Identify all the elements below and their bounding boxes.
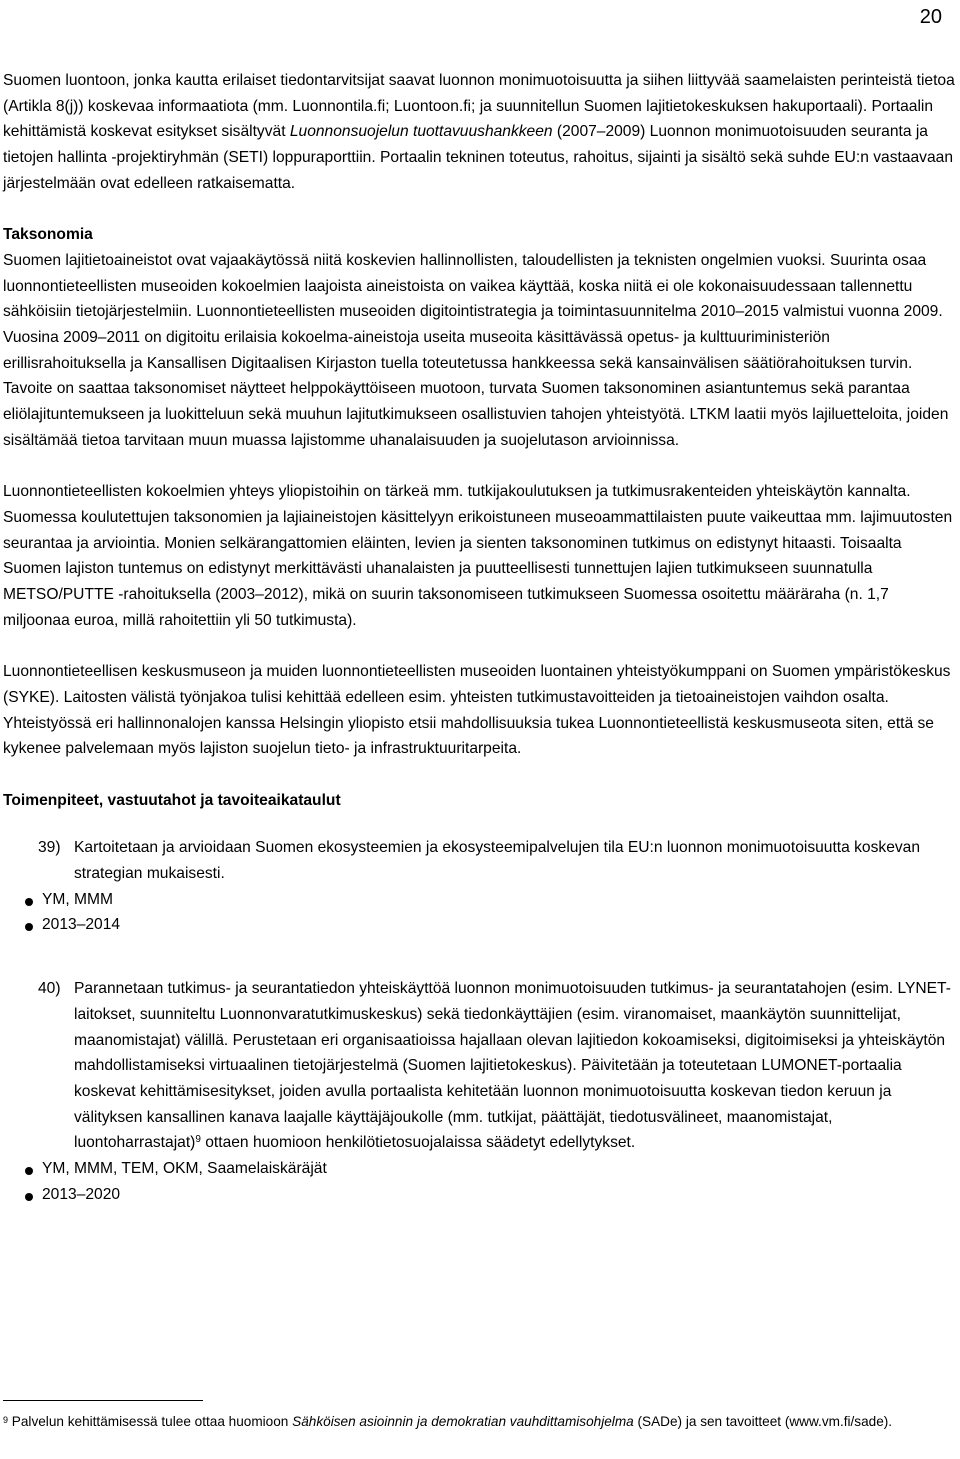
bullet-icon xyxy=(25,1167,33,1175)
footnote-text-2: (SADe) ja sen tavoitteet (www.vm.fi/sade). xyxy=(633,1414,893,1429)
footnote xyxy=(3,1412,953,1432)
action-item xyxy=(3,976,955,1207)
action-item-responsible xyxy=(3,1156,955,1182)
document-body xyxy=(3,68,955,1232)
footnote-divider xyxy=(3,1400,203,1401)
schedule-text: 2013–2020 xyxy=(42,1185,121,1203)
intro-italic-project: Luonnonsuojelun tuottavuushankkeen xyxy=(289,123,553,141)
footnote-mark: 9 xyxy=(3,1415,9,1425)
action-item-number: 39) xyxy=(38,839,61,857)
footnote-reference: 9 xyxy=(195,1134,201,1146)
action-item-number: 40) xyxy=(38,980,61,998)
taxonomy-paragraph-1: Suomen lajitietoaineistot ovat vajaakäytössä niitä koskevien hallinnollisten, taloudellisten ja teknisten ongelmien vuoksi. Suurinta osaa luonnontieteellisten museoiden kokoelmien laajoista aineistoista on vaikea käyttää, koska niitä ei ole kokonaisuudessaan tallennettu sähköisiin tietojärjestelmiin. Luonnontieteellisten museoiden digitointistrategia ja toimintasuunnitelma 2010–2015 valmistui vuonna 2009. Vuosina 2009–2011 on digitoitu erilaisia kokoelma-aineistoja useita museoita käsittävässä opetus- ja kulttuuriministeriön erillisrahoituksella ja Kansallisen Digitaalisen Kirjaston tuella toteutetussa hankkeessa sekä kansainvälisen säätiörahoituksen turvin. Tavoite on saattaa taksonomiset näytteet helppokäyttöiseen muotoon, turvata Suomen taksonominen asiantuntemus sekä parantaa eliölajituntemukseen ja luokitteluun sekä muuhun lajitutkimukseen osallistuvien tahojen yhteistyötä. LTKM laatii myös lajiluetteloita, joiden sisältämää tietoa tarvitaan muun muassa lajistomme uhanalaisuuden ja suojelutason arvioinnissa. xyxy=(3,251,949,449)
bullet-icon xyxy=(25,898,33,906)
action-item xyxy=(3,835,955,938)
intro-paragraph xyxy=(3,68,955,197)
responsible-text: YM, MMM, TEM, OKM, Saamelaiskäräjät xyxy=(42,1160,327,1178)
actions-heading: Toimenpiteet, vastuutahot ja tavoiteaikataulut xyxy=(3,791,341,809)
intro-text-1: Suomen luontoon, jonka kautta erilaiset tiedontarvitsijat saavat luonnon monimuotoisuutta ja siihen liittyvää saamelaisten perinteistä tietoa (Artikla 8(j)) koskevaa informaatiota (mm. Luonnontila.fi; Luontoon.fi; ja suunnitellun Suomen lajitietokeskuksen hakuportaali). Portaalin kehittämistä koskevat esitykset sisältyvät xyxy=(3,72,955,141)
footnote-italic-program: Sähköisen asioinnin ja demokratian vauhdittamisohjelma xyxy=(292,1414,634,1429)
taxonomy-paragraph-3: Luonnontieteellisen keskusmuseon ja muiden luonnontieteellisten museoiden luontainen yhteistyökumppani on Suomen ympäristökeskus (SYKE). Laitosten välistä työnjakoa tulisi kehittää edelleen esim. yhteisten tutkimustavoitteiden ja tietoaineistojen vaihdon osalta. Yhteistyössä eri hallinnonalojen kanssa Helsingin yliopisto etsii mahdollisuuksia tukea Luonnontieteellistä keskusmuseota siten, että se kykenee palvelemaan myös lajiston suojelun tieto- ja infrastruktuuritarpeita. xyxy=(3,663,951,758)
action-item-schedule xyxy=(3,912,955,938)
taxonomy-heading: Taksonomia xyxy=(3,226,93,244)
action-item-description: Kartoitetaan ja arvioidaan Suomen ekosysteemien ja ekosysteemipalvelujen tila EU:n luonnon monimuotoisuutta koskevan strategian mukaisesti. xyxy=(74,839,921,883)
taxonomy-paragraph-2: Luonnontieteellisten kokoelmien yhteys yliopistoihin on tärkeä mm. tutkijakoulutuksen ja tutkimusrakenteiden yhteiskäytön kannalta. Suomessa koulutettujen taksonomien ja lajiaineistojen käsittelyyn erikoistuneen museoammattilaisten puute vaikeuttaa mm. lajimuutosten seurantaa ja arviointia. Monien selkärangattomien eläinten, levien ja sienten taksonominen tutkimus on edistynyt hitaasti. Toisaalta Suomen lajiston tuntemus on edistynyt merkittävästi uhanalaisten ja puutteellisesti tunnettujen lajien tutkimukseen suunnatulla METSO/PUTTE -rahoituksella (2003–2012), mikä on suurin taksonomiseen tutkimukseen Suomessa osoitettu määräraha (n. 1,7 miljoonaa euroa, millä rahoitettiin yli 50 tutkimusta). xyxy=(3,483,953,629)
footnote-text-1: Palvelun kehittämisessä tulee ottaa huomioon xyxy=(8,1414,293,1429)
action-item-text xyxy=(3,976,955,1156)
schedule-text: 2013–2014 xyxy=(42,916,121,934)
action-item-schedule xyxy=(3,1182,955,1208)
action-item-responsible xyxy=(3,887,955,913)
action-item-description: Parannetaan tutkimus- ja seurantatiedon yhteiskäyttöä luonnon monimuotoisuuden tutkimus- ja seurantatahojen (esim. LYNET-laitokset, suunniteltu Luonnonvaratutkimuskeskus) sekä tiedonkäyttäjien (esim. viranomaiset, maankäytön suunnittelijat, maanomistajat) välillä. Perustetaan eri organisaatioissa hajallaan olevan lajitiedon kokoamiseksi, digitoimiseksi ja yhteiskäytön mahdollistamiseksi virtuaalinen tietojärjestelmä (Suomen lajitietokeskus). Päivitetään ja toteutetaan LUMONET-portaalia koskevat kehittämisesitykset, joiden avulla portaalista kehitetään luonnon monimuotoisuutta koskevan tiedon keruun ja välityksen kansallinen kanava laajalle käyttäjäjoukolle (mm. tutkijat, päättäjät, tiedotusvälineet, maanomistajat, luontoharrastajat) xyxy=(74,980,951,1152)
action-item-text xyxy=(3,835,955,886)
responsible-text: YM, MMM xyxy=(42,890,114,908)
page-number: 20 xyxy=(919,6,942,28)
bullet-icon xyxy=(25,1193,33,1201)
action-item-description-end: ottaen huomioon henkilötietosuojalaissa säädetyt edellytykset. xyxy=(200,1134,636,1152)
bullet-icon xyxy=(25,923,33,931)
intro-text-2: (2007–2009) Luonnon monimuotoisuuden seuranta ja tietojen hallinta -projektiryhmän (SETI) loppuraporttiin. Portaalin tekninen toteutus, rahoitus, sijainti ja sisältö sekä suhde EU:n vastaavaan järjestelmään ovat edelleen ratkaisematta. xyxy=(3,123,953,192)
